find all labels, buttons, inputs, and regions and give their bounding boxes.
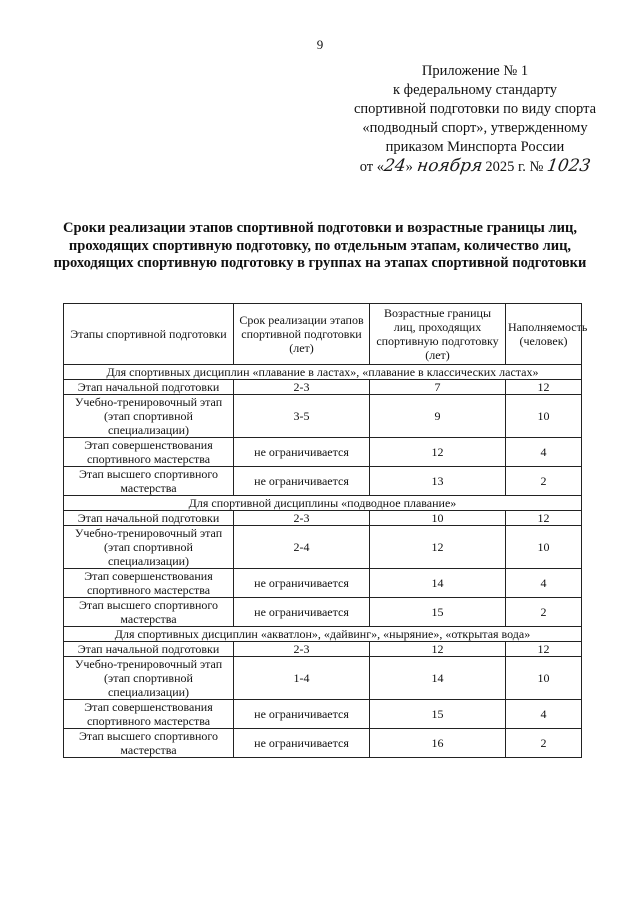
section-title: Для спортивных дисциплин «плавание в ластах», «плавание в классических ластах»	[64, 365, 582, 380]
table-row	[64, 569, 582, 598]
cell-term: не ограничивается	[234, 438, 370, 467]
cell-size: 4	[506, 700, 582, 729]
header-size: Наполняемость (человек)	[506, 304, 582, 365]
cell-stage: Этап начальной подготовки	[64, 642, 234, 657]
cell-size: 2	[506, 598, 582, 627]
page-number: 9	[316, 37, 324, 52]
cell-stage: Этап совершенствования спортивного мастерства	[64, 569, 234, 598]
cell-size: 10	[506, 657, 582, 700]
cell-age: 7	[370, 380, 506, 395]
cell-stage: Учебно-тренировочный этап (этап спортивной специализации)	[64, 657, 234, 700]
cell-size: 4	[506, 438, 582, 467]
cell-age: 16	[370, 729, 506, 758]
date-prefix: от «	[359, 159, 384, 175]
cell-stage: Этап начальной подготовки	[64, 380, 234, 395]
cell-age: 12	[370, 438, 506, 467]
appendix-header	[330, 62, 620, 177]
cell-size: 12	[506, 380, 582, 395]
table-row	[64, 511, 582, 526]
cell-age: 14	[370, 657, 506, 700]
cell-term: 2-3	[234, 511, 370, 526]
stages-table	[63, 303, 588, 758]
cell-stage: Этап высшего спортивного мастерства	[64, 729, 234, 758]
table-row	[64, 642, 582, 657]
cell-size: 10	[506, 526, 582, 569]
table-row	[64, 700, 582, 729]
cell-age: 14	[370, 569, 506, 598]
header-age: Возрастные границы лиц, проходящих спортивную подготовку (лет)	[370, 304, 506, 365]
cell-stage: Учебно-тренировочный этап (этап спортивной специализации)	[64, 395, 234, 438]
cell-stage: Этап высшего спортивного мастерства	[64, 467, 234, 496]
cell-size: 4	[506, 569, 582, 598]
cell-size: 2	[506, 467, 582, 496]
header-stage: Этапы спортивной подготовки	[64, 304, 234, 365]
date-day-handwritten: 24	[382, 156, 408, 176]
cell-size: 12	[506, 642, 582, 657]
appendix-date-line	[330, 157, 620, 177]
cell-size: 12	[506, 511, 582, 526]
appendix-line-1: Приложение № 1	[421, 63, 529, 79]
cell-term: 3-5	[234, 395, 370, 438]
section-row	[64, 496, 582, 511]
section-title: Для спортивных дисциплин «акватлон», «дайвинг», «ныряние», «открытая вода»	[64, 627, 582, 642]
cell-term: 2-4	[234, 526, 370, 569]
section-row	[64, 365, 582, 380]
cell-term: не ограничивается	[234, 598, 370, 627]
cell-size: 2	[506, 729, 582, 758]
header-term: Срок реализации этапов спортивной подготовки (лет)	[234, 304, 370, 365]
cell-term: не ограничивается	[234, 700, 370, 729]
cell-age: 12	[370, 642, 506, 657]
table-row	[64, 438, 582, 467]
cell-age: 15	[370, 700, 506, 729]
cell-term: не ограничивается	[234, 729, 370, 758]
cell-term: 2-3	[234, 642, 370, 657]
section-title: Для спортивной дисциплины «подводное плавание»	[64, 496, 582, 511]
table-row	[64, 395, 582, 438]
cell-age: 15	[370, 598, 506, 627]
order-number-handwritten: 1023	[545, 156, 592, 176]
cell-age: 9	[370, 395, 506, 438]
cell-stage: Этап совершенствования спортивного мастерства	[64, 700, 234, 729]
cell-stage: Этап начальной подготовки	[64, 511, 234, 526]
cell-stage: Этап совершенствования спортивного мастерства	[64, 438, 234, 467]
table-header-row	[64, 304, 582, 365]
section-row	[64, 627, 582, 642]
table-row	[64, 598, 582, 627]
date-month-handwritten: ноября	[415, 156, 484, 176]
cell-stage: Учебно-тренировочный этап (этап спортивной специализации)	[64, 526, 234, 569]
document-title: Сроки реализации этапов спортивной подготовки и возрастные границы лиц, проходящих спортивную подготовку, по отдельным этапам, количество лиц, проходящих спортивную подготовку в группах на этапах спортивной подготовки	[53, 220, 587, 271]
cell-term: 2-3	[234, 380, 370, 395]
cell-size: 10	[506, 395, 582, 438]
cell-age: 12	[370, 526, 506, 569]
table-row	[64, 657, 582, 700]
date-separator: »	[405, 159, 413, 175]
cell-age: 13	[370, 467, 506, 496]
table-row	[64, 380, 582, 395]
appendix-line-2: к федеральному стандарту	[393, 82, 557, 98]
appendix-line-5: приказом Минспорта России	[385, 139, 565, 155]
cell-term: не ограничивается	[234, 569, 370, 598]
appendix-line-3: спортивной подготовки по виду спорта	[353, 101, 597, 117]
table-row	[64, 729, 582, 758]
cell-term: 1-4	[234, 657, 370, 700]
table-row	[64, 526, 582, 569]
cell-term: не ограничивается	[234, 467, 370, 496]
table-row	[64, 467, 582, 496]
appendix-line-4: «подводный спорт», утвержденному	[362, 120, 588, 136]
cell-age: 10	[370, 511, 506, 526]
date-year: 2025 г. №	[485, 159, 544, 175]
cell-stage: Этап высшего спортивного мастерства	[64, 598, 234, 627]
